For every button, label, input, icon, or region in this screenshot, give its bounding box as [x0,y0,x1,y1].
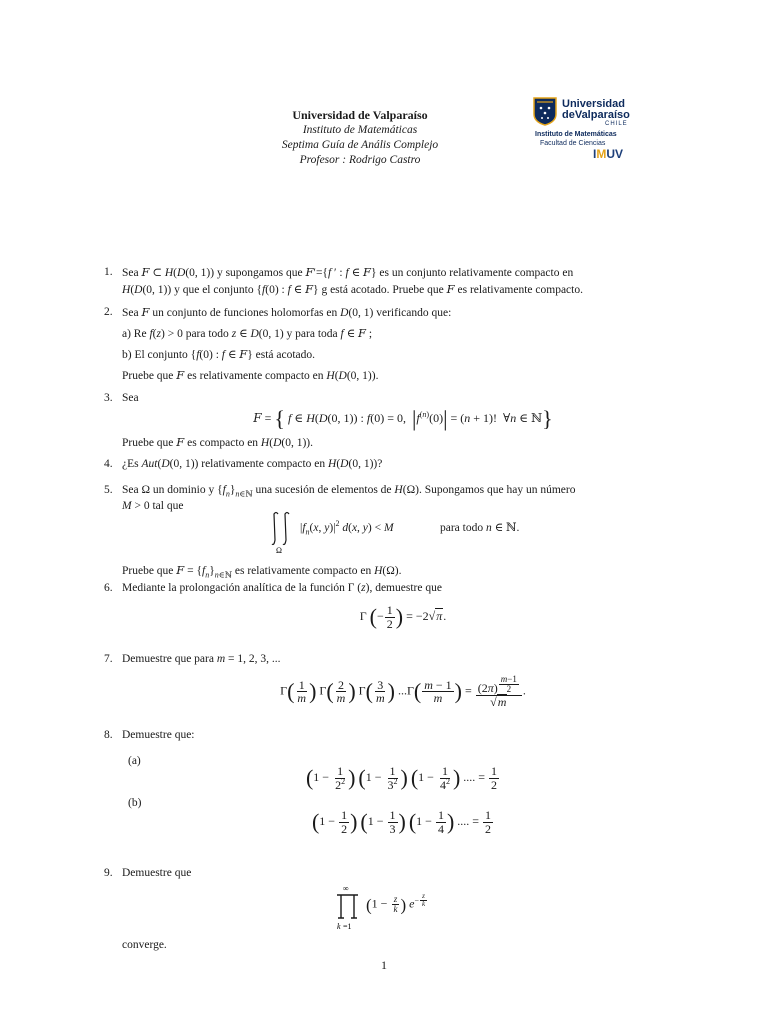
university-name: Universidad de Valparaíso [292,108,428,122]
problem-text: Pruebe que [122,565,174,577]
problem-text: Pruebe que [122,437,174,449]
sub-label-b: (b) [128,797,142,810]
problem-text: Demuestre que para [122,653,214,665]
problem-text: ¿Es [122,458,139,470]
problem-text: para todo [185,328,229,340]
problem-line: Sea F ⊂ H(D(0, 1)) y supongamos que F′={f ′ : f ∈ F} es un conjunto relativamente compacto en [122,265,574,279]
problem-text: es compacto en [187,437,259,449]
display-formula: Ω $|f_n(x$, $y)|^2$ d(x, y) < M para todo n ∈ ℕ. [122,516,684,556]
problem-number: 4. [104,458,113,470]
logo-faculty: Facultad de Ciencias [540,140,606,147]
document-header [200,108,520,168]
problem-number: 8. [104,729,113,741]
problem-text: Pruebe que [122,370,174,382]
problem-text: Demuestre que [122,867,192,879]
problem-text: Mediante la prolongación analítica de la función [122,582,345,594]
problem-text: Sea [122,392,139,404]
display-formula: Γ( $\frac{1}{m}$ ) Γ( $\frac{2}{m}$ ) Γ( $\frac{3}{m}$ ) ...Γ( $\frac{m - 1}{m}$ ) = (2π) $^{\frac{m-1}{2}}$ √m . [280,674,526,709]
display-formula: ∞ k =1 (1 − $\frac{z}{k}$ ) $e^{- \frac{z}{k}}$ [122,883,684,931]
problem-text: a) Re [122,328,147,340]
logo-line1: Universidad [562,98,625,110]
problem-text: para todo [440,522,484,534]
problem-text: es un conjunto relativamente compacto en [379,267,574,279]
problem-line: b) El conjunto {f(0) : f ∈ F} está acotado. [122,347,316,361]
problem-number: 3. [104,392,113,404]
problem-line: Sea F un conjunto de funciones holomorfas en D(0, 1) verificando que: [122,305,452,319]
logo-country: CHILE [605,121,628,127]
problem-5 [104,482,684,579]
problem-text: verificando que: [376,307,452,319]
problem-line: Pruebe que F es compacto en H(D(0, 1)). [122,435,314,449]
professor-name: Profesor : Rodrigo Castro [299,154,421,166]
problem-text: y que el conjunto [174,284,254,296]
problem-line: Demuestre que para m = 1, 2, 3, ... [122,653,281,665]
problem-6 [104,580,684,630]
problem-text: Sea [122,267,139,279]
problem-text: y para toda [286,328,338,340]
problem-number: 2. [104,306,113,318]
problem-text: es relativamente compacto. [457,284,583,296]
display-formula: F = { f ∈ H(D(0, 1)) : f(0) = 0, $|f^{(n)}(0)| = (n + 1)$! ∀n ∈ ℕ} [253,406,553,431]
display-formula: Γ (− $\frac{1}{2}$ ) = −2√π. [359,603,447,631]
problem-text: g está acotado. Pruebe que [321,284,444,296]
guide-title: Septima Guía de Anális Complejo [281,139,439,151]
problem-text: es relativamente compacto en [234,565,372,577]
problem-text: Supongamos que hay un número [424,484,576,496]
problem-line: Sea Ω un dominio y $\{f_n\}_{n\in ℕ}$ una sucesión de elementos de H(Ω). Supongamos que hay un número [122,484,576,499]
problem-text: demuestre que [375,582,442,594]
problem-3 [104,390,684,451]
problem-9 [104,865,684,953]
problem-text: converge. [122,939,167,951]
problem-line: M > 0 tal que [122,500,184,512]
problem-number: 5. [104,484,113,496]
logo-institute: Instituto de Matemáticas [535,131,617,138]
crest-icon [533,96,557,126]
svg-text:Ω: Ω [276,546,282,555]
display-formula: (1 − $\frac{1}{2}$ ) (1 − $\frac{1}{3}$ ) (1 − $\frac{1}{4}$ ) .... = $\frac{1}{2}$ [311,808,492,836]
problem-line: Pruebe que F es relativamente compacto en H(D(0, 1)). [122,368,379,382]
problem-line: Mediante la prolongación analítica de la función Γ (z), demuestre que [122,582,442,594]
problem-text: tal que [152,500,184,512]
problem-text: y supongamos que [216,267,303,279]
problem-number: 1. [104,266,113,278]
display-formula: (1 − $\frac{1}{2^2}$ ) (1 − $\frac{1}{3^2}$ ) (1 − $\frac{1}{4^2}$ ) .... = $\frac{1}{2}$ [305,764,498,792]
svg-text:k: k [337,922,341,931]
university-logo [533,94,633,174]
sub-label-a: (a) [128,755,141,767]
product-symbol-icon [334,883,362,931]
problem-line: H(D(0, 1)) y que el conjunto {f(0) : f ∈ F} g está acotado. Pruebe que F es relativamente compacto. [122,282,583,296]
problem-text: Demuestre que: [122,729,195,741]
problem-line: Pruebe que $F = \{f_n\}_{n\in ℕ}$ es relativamente compacto en H(Ω). [122,563,402,580]
problem-text: relativamente compacto en [201,458,326,470]
problem-number: 7. [104,653,113,665]
problem-4 [104,456,684,472]
problem-text: está acotado. [255,349,316,361]
problem-text: Sea [122,307,139,319]
institute-name: Instituto de Matemáticas [302,124,418,136]
double-integral-icon [270,510,296,555]
problem-text: es relativamente compacto en [187,370,324,382]
problem-text: b) El conjunto [122,349,188,361]
problem-1 [104,264,684,298]
imuv-logo: IMUV [593,147,624,161]
page-number: 1 [381,958,387,972]
svg-text:=1: =1 [343,922,352,931]
problem-2 [104,304,684,384]
problem-line: ¿Es Aut(D(0, 1)) relativamente compacto en H(D(0, 1))? [122,458,383,470]
problem-number: 9. [104,867,113,879]
problem-text: Sea [122,484,139,496]
logo-line2: deValparaíso [562,109,630,121]
problem-line: a) Re f(z) > 0 para todo z ∈ D(0, 1) y para toda f ∈ F ; [122,326,373,340]
svg-text:∞: ∞ [343,884,349,893]
problem-8 [104,727,684,835]
problem-text: una sucesión de elementos de [255,484,392,496]
problem-text: un dominio y [152,484,215,496]
problem-text: un conjunto de funciones holomorfas en [152,307,338,319]
problem-number: 6. [104,582,113,594]
problem-7 [104,651,684,708]
